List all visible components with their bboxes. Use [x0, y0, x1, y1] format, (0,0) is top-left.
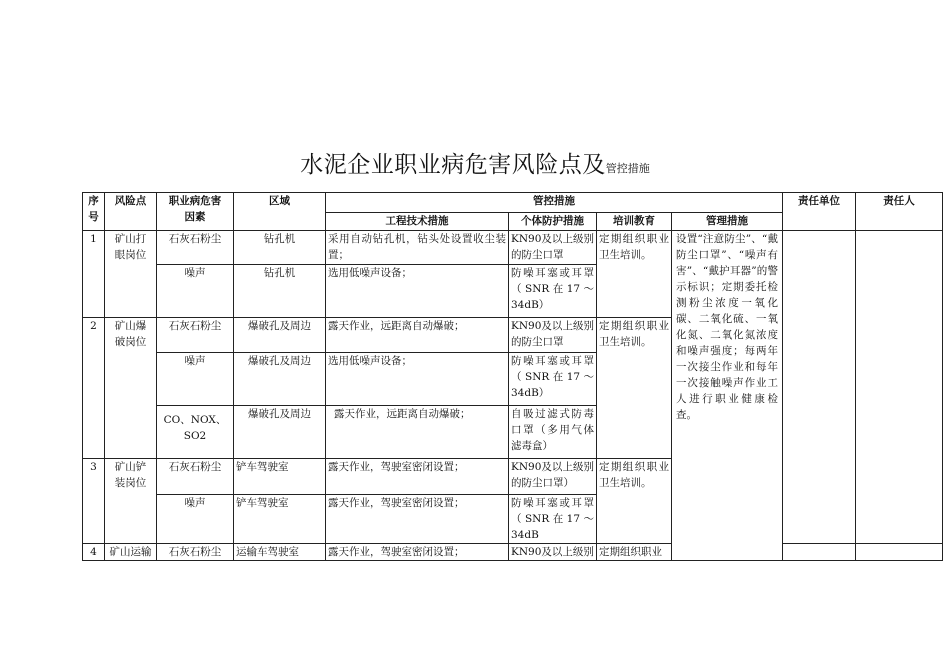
ppe-cell: 防噪耳塞或耳罩（ SNR 在 17 ～ 34dB）: [509, 265, 597, 318]
risk-point-cell: 矿山打眼岗位: [105, 231, 157, 318]
header-seq: 序号: [83, 193, 105, 231]
engineering-cell: 露天作业，驾驶室密闭设置；: [326, 495, 509, 544]
hazard-cell: 噪声: [157, 353, 234, 406]
hazard-cell: 石灰石粉尘: [157, 459, 234, 495]
hazard-cell: 噪声: [157, 495, 234, 544]
header-hazard: 职业病危害因素: [157, 193, 234, 231]
training-cell: 定期组织职业卫生培训。: [597, 459, 672, 544]
engineering-cell: 露天作业，远距离自动爆破；: [326, 406, 509, 459]
ppe-cell: KN90及以上级别的防尘口罩: [509, 231, 597, 265]
unit-cell: [783, 231, 856, 544]
engineering-cell: 露天作业，远距离自动爆破；: [326, 318, 509, 353]
area-cell: 铲车驾驶室: [234, 495, 326, 544]
seq-cell: 2: [83, 318, 105, 459]
area-cell: 运输车驾驶室: [234, 544, 326, 561]
area-cell: 钻孔机: [234, 231, 326, 265]
document-title: [0, 146, 950, 179]
engineering-cell: 露天作业，驾驶室密闭设置；: [326, 459, 509, 495]
area-cell: 爆破孔及周边: [234, 353, 326, 406]
person-cell: [856, 544, 943, 561]
area-cell: 钻孔机: [234, 265, 326, 318]
engineering-cell: 选用低噪声设备；: [326, 353, 509, 406]
table-row: [83, 231, 943, 265]
header-management: 管理措施: [672, 213, 783, 231]
seq-cell: 4: [83, 544, 105, 561]
hazard-cell: 石灰石粉尘: [157, 231, 234, 265]
hazard-cell: 噪声: [157, 265, 234, 318]
header-control: 管控措施: [326, 193, 783, 213]
ppe-cell: KN90及以上级别: [509, 544, 597, 561]
area-cell: 爆破孔及周边: [234, 318, 326, 353]
engineering-cell: 选用低噪声设备；: [326, 265, 509, 318]
training-cell: 定期组织职业卫生培训。: [597, 318, 672, 459]
risk-point-cell: 矿山爆破岗位: [105, 318, 157, 459]
ppe-cell: 防噪耳塞或耳罩（ SNR 在 17 ～ 34dB）: [509, 353, 597, 406]
area-cell: 爆破孔及周边: [234, 406, 326, 459]
engineering-cell: 露天作业，驾驶室密闭设置；: [326, 544, 509, 561]
ppe-cell: KN90及以上级别的防尘口罩）: [509, 459, 597, 495]
header-person: 责任人: [856, 193, 943, 231]
person-cell: [856, 231, 943, 544]
risk-point-cell: 矿山运输: [105, 544, 157, 561]
header-engineering: 工程技术措施: [326, 213, 509, 231]
risk-point-cell: 矿山铲装岗位: [105, 459, 157, 544]
hazard-cell: CO、NOX、SO2: [157, 406, 234, 459]
hazard-cell: 石灰石粉尘: [157, 318, 234, 353]
ppe-cell: KN90及以上级别的防尘口罩: [509, 318, 597, 353]
header-row-1: [83, 193, 943, 213]
header-area: 区域: [234, 193, 326, 231]
title-suffix: 管控措施: [605, 162, 650, 175]
area-cell: 铲车驾驶室: [234, 459, 326, 495]
seq-cell: 3: [83, 459, 105, 544]
hazard-cell: 石灰石粉尘: [157, 544, 234, 561]
title-main: 水泥企业职业病危害风险点及: [300, 152, 606, 178]
seq-cell: 1: [83, 231, 105, 318]
ppe-cell: 自吸过滤式防毒口罩（多用气体滤毒盒）: [509, 406, 597, 459]
ppe-cell: 防噪耳塞或耳罩（SNR在17～34dB: [509, 495, 597, 544]
engineering-cell: 采用自动钻孔机，钻头处设置收尘装置；: [326, 231, 509, 265]
management-cell: 设置“注意防尘”、“戴防尘口罩”、“噪声有害”、“戴护耳器”的警示标识；定期委托检测粉尘浓度一氧化碳、二氧化硫、一氧化氮、二氧化氮浓度和噪声强度；每两年一次接尘作业和每年一次接触噪声作业工人进行职业健康检查。: [672, 231, 783, 561]
training-cell: 定期组织职业: [597, 544, 672, 561]
unit-cell: [783, 544, 856, 561]
header-training: 培训教育: [597, 213, 672, 231]
table-row: [83, 544, 943, 561]
header-ppe: 个体防护措施: [509, 213, 597, 231]
training-cell: 定期组织职业卫生培训。: [597, 231, 672, 318]
header-risk-point: 风险点: [105, 193, 157, 231]
hazard-control-table: [82, 192, 943, 561]
header-unit: 责任单位: [783, 193, 856, 231]
